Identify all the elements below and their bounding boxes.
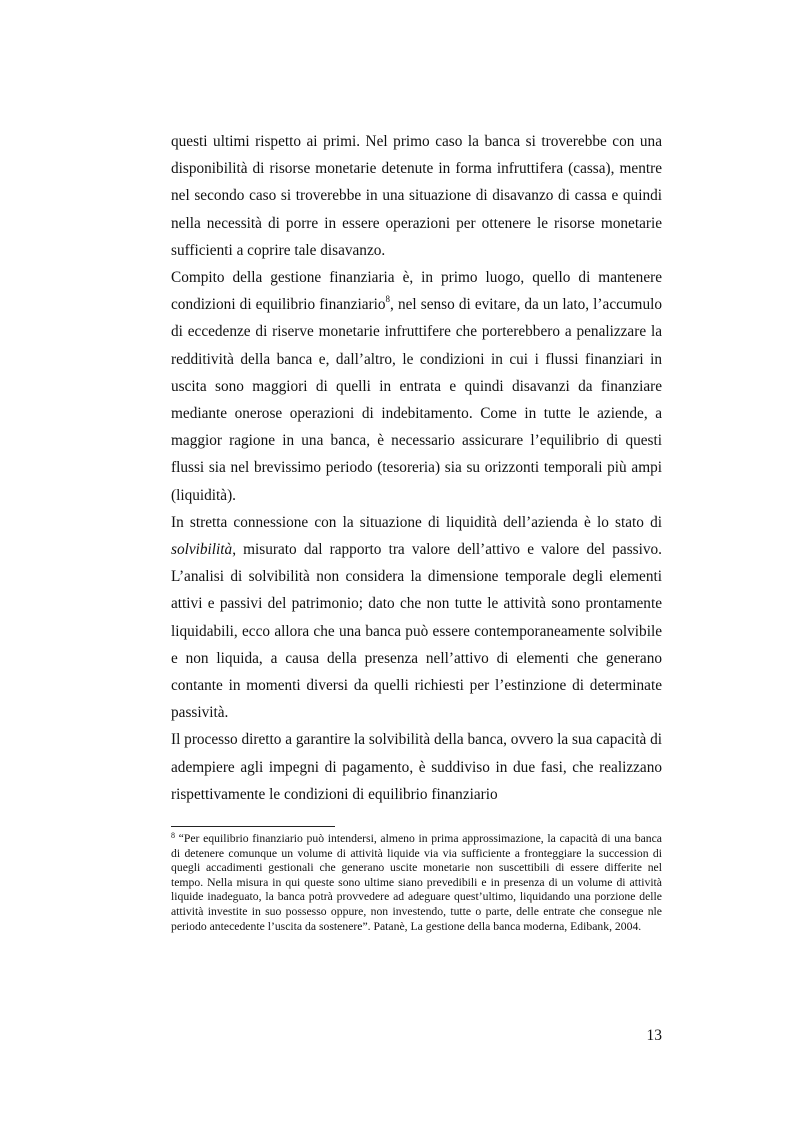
paragraph-3-text-b: , misurato dal rapporto tra valore dell’attivo e valore del passivo. L’analisi di solvibilità non considera la dimensione temporale degli elementi attivi e passivi del patrimonio; dato che non tutte le attività sono prontamente liquidabili, ecco allora che una banca può essere contemporaneamente solvibile e non liquida, a causa della presenza nell’attivo di elementi che generano contante in momenti diversi da quelli richiesti per l’estinzione di determinate passività. <box>171 541 662 722</box>
paragraph-3 <box>171 509 662 727</box>
paragraph-3-italic-term: solvibilità <box>171 541 233 559</box>
footnote-number: 8 <box>171 831 175 840</box>
page-number: 13 <box>646 1027 662 1044</box>
paragraph-4: Il processo diretto a garantire la solvibilità della banca, ovvero la sua capacità di adempiere agli impegni di pagamento, è suddiviso in due fasi, che realizzano rispettivamente le condizioni di equilibrio finanziario <box>171 731 663 803</box>
footnote-text: “Per equilibrio finanziario può intendersi, almeno in prima approssimazione, la capacità di una banca di detenere comunque un volume di attività liquide via via sufficiente a fronteggiare la succession di quegli accadimenti gestionali che generano uscite monetarie non suscettibili di essere differite nel tempo. Nella misura in qui queste sono ultime siano prevedibili e in presenza di un volume di attività liquide inadeguato, la banca potrà provvedere ad adeguare quest’ultimo, liquidando una porzione delle attività investite in suo possesso oppure, non investendo, tutte o parte, delle entrate che conseguе nle periodo antecedente l’uscita da sostenere”. Patanè, La gestione della banca moderna, Edibank, 2004. <box>171 832 662 933</box>
footnote-reference[interactable]: 8 <box>385 294 391 305</box>
paragraph-1: questi ultimi rispetto ai primi. Nel primo caso la banca si troverebbe con una disponibilità di risorse monetarie detenute in forma infruttifera (cassa), mentre nel secondo caso si troverebbe in una situazione di disavanzo di cassa e quindi nella necessità di porre in essere operazioni per ottenere le risorse monetarie sufficienti a coprire tale disavanzo. <box>171 133 662 259</box>
footnote-separator <box>171 826 335 827</box>
paragraph-2-text-b: , nel senso di evitare, da un lato, l’accumulo di eccedenze di riserve monetarie infruttifere che porterebbero a penalizzare la redditività della banca e, dall’altro, le condizioni in cui i flussi finanziari in uscita sono maggiori di quelli in entrata e quindi disavanzi da finanziare mediante onerose operazioni di indebitamento. Come in tutte le aziende, a maggior ragione in una banca, è necessario assicurare l’equilibrio di questi flussi sia nel brevissimo periodo (tesoreria) sia su orizzonti temporali più ampi (liquidità). <box>171 296 662 504</box>
paragraph-2 <box>171 264 662 509</box>
footnote <box>171 832 662 934</box>
paragraph-2-text-a: Compito della gestione finanziaria è, in primo luogo, quello di mantenere condizioni di equilibrio finanziario <box>171 269 662 314</box>
body-text <box>171 128 662 808</box>
paragraph-3-text-a: In stretta connessione con la situazione di liquidità dell’azienda è lo stato di <box>171 513 662 531</box>
